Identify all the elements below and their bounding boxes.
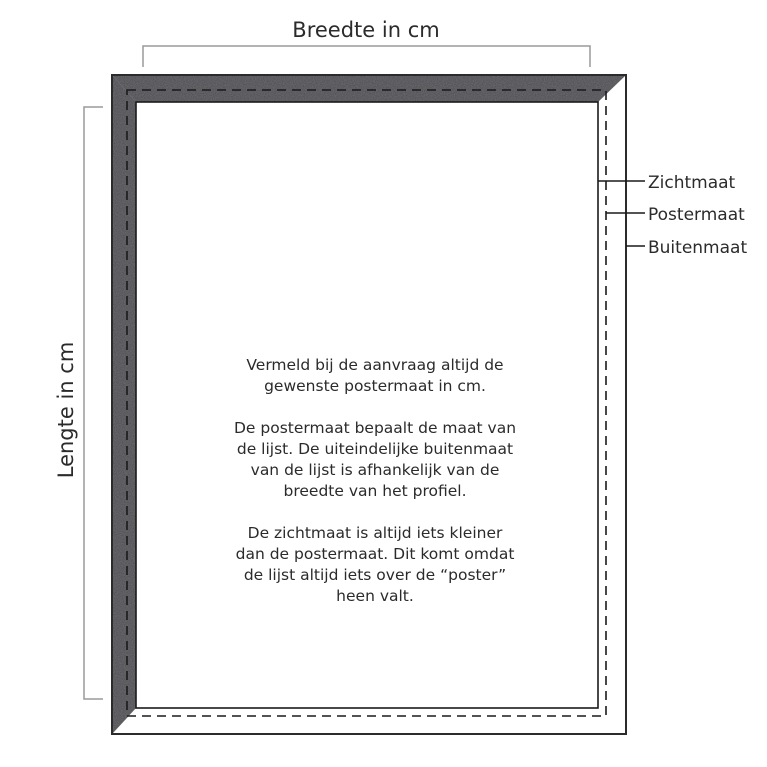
width-dimension-label: Breedte in cm <box>292 18 440 42</box>
explanation-paragraph-1: Vermeld bij de aanvraag altijd de gewenste postermaat in cm. <box>246 356 504 395</box>
buitenmaat-label: Buitenmaat <box>648 238 748 258</box>
frame-grain-top <box>113 76 625 102</box>
length-dimension-bracket <box>84 107 103 699</box>
width-dimension-bracket <box>143 46 590 67</box>
postermaat-label: Postermaat <box>648 205 745 225</box>
length-dimension-label: Lengte in cm <box>54 341 78 479</box>
explanation-paragraph-2: De postermaat bepaalt de maat van de lijst. De uiteindelijke buitenmaat van de lijst is afhankelijk van de breedte van het profiel. <box>233 419 517 500</box>
frame-grain-left <box>113 76 136 733</box>
explanation-text <box>180 355 570 628</box>
zichtmaat-label: Zichtmaat <box>648 173 736 193</box>
explanation-paragraph-3: De zichtmaat is altijd iets kleiner dan de postermaat. Dit komt omdat de lijst altijd iets over de “poster” heen valt. <box>235 524 515 605</box>
